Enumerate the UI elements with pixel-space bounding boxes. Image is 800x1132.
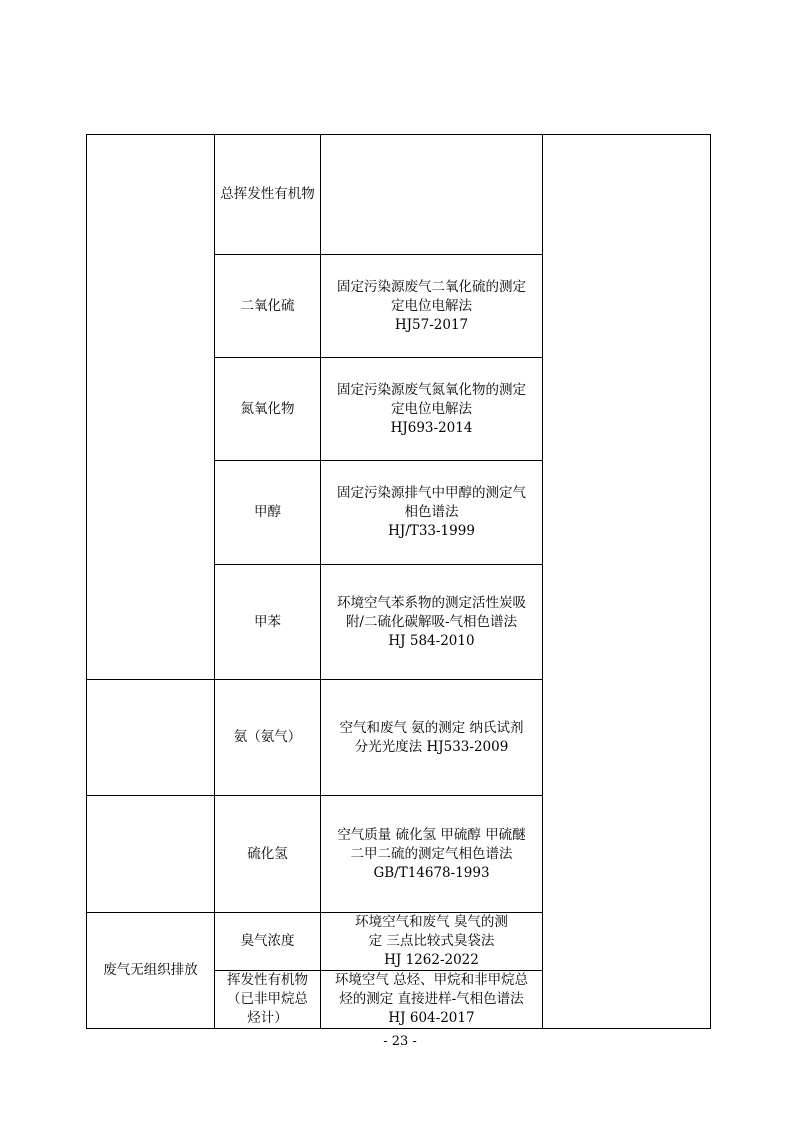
- item-text: 总挥发性有机物: [220, 186, 315, 202]
- item-text: 氨（氨气）: [233, 729, 302, 745]
- category-cell: [87, 135, 215, 680]
- method-cell: [321, 680, 543, 796]
- method-line: 烃的测定 直接进样-气相色谱法: [339, 991, 524, 1007]
- category-cell: [87, 796, 215, 913]
- item-cell: [215, 565, 321, 680]
- item-cell: [215, 255, 321, 358]
- method-line: HJ/T33-1999: [388, 523, 475, 539]
- method-line: HJ 604-2017: [388, 1010, 475, 1026]
- method-line: 附/二硫化碳解吸-气相色谱法: [345, 613, 518, 630]
- item-cell: [215, 135, 321, 255]
- method-cell: [321, 913, 543, 971]
- item-cell: [215, 971, 321, 1029]
- method-line: GB/T14678-1993: [373, 864, 490, 881]
- method-cell: [321, 255, 543, 358]
- method-line: 环境空气 总烃、甲烷和非甲烷总: [334, 972, 529, 988]
- item-line: （已非甲烷总: [227, 991, 308, 1007]
- item-text: 臭气浓度: [240, 933, 295, 949]
- category-cell: [87, 680, 215, 796]
- method-cell: [321, 461, 543, 565]
- method-line: 二甲二硫的测定气相色谱法: [350, 845, 513, 862]
- method-line: HJ 1262-2022: [384, 952, 479, 968]
- method-line: 固定污染源废气二氧化硫的测定: [337, 278, 526, 295]
- method-line: 环境空气苯系物的测定活性炭吸: [337, 594, 526, 611]
- method-line: 定电位电解法: [391, 400, 472, 417]
- method-cell: [321, 971, 543, 1029]
- item-cell: [215, 913, 321, 971]
- item-cell: [215, 680, 321, 796]
- method-line: HJ 584-2010: [388, 632, 475, 649]
- item-text: 氮氧化物: [240, 400, 295, 417]
- item-text: 甲醇: [254, 504, 281, 520]
- method-line: 分光光度法 HJ533-2009: [354, 738, 509, 755]
- category-cell: [87, 913, 215, 1029]
- method-cell: [321, 358, 543, 461]
- method-line: 相色谱法: [404, 504, 459, 520]
- method-line: 固定污染源排气中甲醇的测定气: [337, 485, 526, 501]
- method-cell: [321, 135, 543, 255]
- monitoring-methods-table: [86, 134, 711, 1029]
- method-line: 定电位电解法: [391, 297, 472, 314]
- item-text: 硫化氢: [247, 845, 288, 862]
- table-row: [87, 135, 711, 255]
- method-cell: [321, 796, 543, 913]
- item-line: 挥发性有机物: [227, 972, 308, 988]
- method-line: HJ693-2014: [390, 419, 473, 436]
- method-line: HJ57-2017: [394, 316, 469, 333]
- method-line: 固定污染源废气氮氧化物的测定: [337, 381, 526, 398]
- method-line: 空气质量 硫化氢 甲硫醇 甲硫醚: [337, 826, 526, 843]
- item-cell: [215, 358, 321, 461]
- item-text: 甲苯: [254, 613, 281, 630]
- method-line: 空气和废气 氨的测定 纳氏试剂: [339, 719, 524, 736]
- remarks-cell: [543, 135, 711, 1029]
- method-cell: [321, 565, 543, 680]
- item-text: 二氧化硫: [240, 297, 295, 314]
- method-line: 定 三点比较式臭袋法: [368, 933, 495, 949]
- item-line: 烃计）: [247, 1010, 288, 1026]
- page-number: - 23 -: [383, 1034, 417, 1049]
- method-line: 环境空气和废气 臭气的测: [355, 914, 508, 930]
- item-cell: [215, 796, 321, 913]
- item-cell: [215, 461, 321, 565]
- category-text: 废气无组织排放: [103, 962, 198, 978]
